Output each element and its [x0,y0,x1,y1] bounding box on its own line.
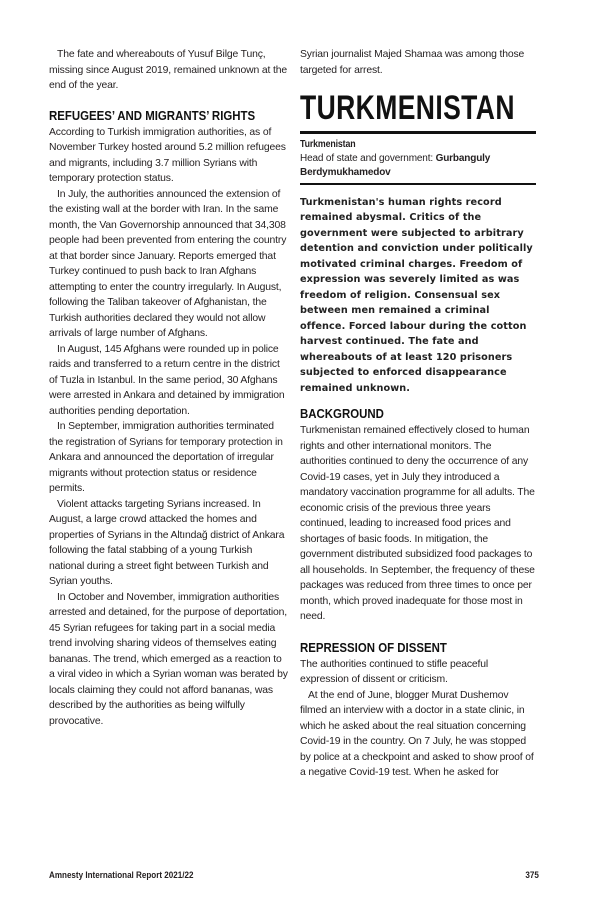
divider-thick [300,131,536,134]
country-title: TURKMENISTAN [300,89,515,127]
body-paragraph: The authorities continued to stifle peaceful expression of dissent or criticism. [300,658,489,685]
body-paragraph: Violent attacks targeting Syrians increased. In August, a large crowd attacked the homes and properties of Syrians in the Altındağ district of Ankara following the fatal stabbing of a young Turkish national during a street fight between Turkish and Syrian youths. [49,498,285,587]
head-of-state-name: Gurbanguly Berdymukhamedov [300,153,491,178]
body-paragraph: At the end of June, blogger Murat Dushemov filmed an interview with a doctor in a state clinic, in which he asked about the real situation concerning Covid-19 in the country. On 7 July, he was stopped by police at a checkpoint and asked to show proof of a negative Covid-19 test. When he asked for [300,689,534,778]
body-paragraph: In August, 145 Afghans were rounded up in police raids and transferred to a return centre in the district of Tuzla in Istanbul. In the same period, 30 Afghans were arrested in Ankara and detained by immigration authorities pending deportation. [49,343,285,417]
country-summary: Turkmenistan's human rights record remained abysmal. Critics of the government were subjected to arbitrary detention and conviction under politically motivated criminal charges. Freedom of expression was severely limited as was freedom of religion. Consensual sex between men remained a criminal offence. Forced labour during the cotton harvest continued. The fate and whereabouts of at least 120 prisoners subjected to enforced disappearance remained unknown. [300,196,533,394]
body-paragraph: In September, immigration authorities terminated the registration of Syrians for temporary protection in Ankara and announced the deportation of irregular migrants without protection status or residence permits. [49,421,283,494]
divider-thin [300,183,536,185]
country-meta [300,138,538,180]
section-heading-repression: REPRESSION OF DISSENT [300,639,447,655]
body-paragraph: In July, the authorities announced the extension of the existing wall at the border with Iran. In the same month, the Van Governorship announced that 34,308 people had been prevented from entering the country at that border since January. Reports emerged that Turkey continued to push back to Iran Afghans attempting to enter the country irregularly. In August, following the Taliban takeover of Afghanistan, the Turkish authorities declared they would not allow arrivals of large number of Afghans. [49,188,287,339]
body-paragraph: In October and November, immigration authorities arrested and detained, for the purpose of deportation, 45 Syrian refugees for taking part in a social media trend involving sharing videos of themselves eating bananas. The trend, which emerged as a reaction to a viral video in which a Syrian woman was berated by locals claiming they could not afford bananas, was described by the authorities as being wilfully provocative. [49,591,288,727]
body-paragraph: According to Turkish immigration authorities, as of November Turkey hosted around 5.2 million refugees and migrants, including 3.7 million Syrians with temporary protection status. [49,126,286,184]
country-name: Turkmenistan [300,139,356,150]
intro-paragraph: The fate and whereabouts of Yusuf Bilge Tunç, missing since August 2019, remained unknown at the end of the year. [49,49,287,91]
left-column [49,47,289,729]
page-number: 375 [525,870,539,881]
section-heading-refugees: REFUGEES’ AND MIGRANTS’ RIGHTS [49,107,256,123]
section-heading-background: BACKGROUND [300,406,384,421]
publication-title: Amnesty International Report 2021/22 [49,870,194,881]
continuation-paragraph: Syrian journalist Majed Shamaa was among those targeted for arrest. [300,49,525,76]
right-column [300,47,538,781]
background-paragraph: Turkmenistan remained effectively closed to human rights and other international monitors. The authorities continued to deny the occurrence of any Covid-19 cases, yet in July they introduced a mandatory vaccination programme for all adults. The economic crisis of the previous three years continued, leading to increased food prices and shortages of basic foods. In mitigation, the government distributed subsidized food packages to all households. In September, the frequency of these packages was reduced from three times to once per month, which proved inadequate for those most in need. [300,425,535,622]
head-of-state-label: Head of state and government: [300,153,436,164]
